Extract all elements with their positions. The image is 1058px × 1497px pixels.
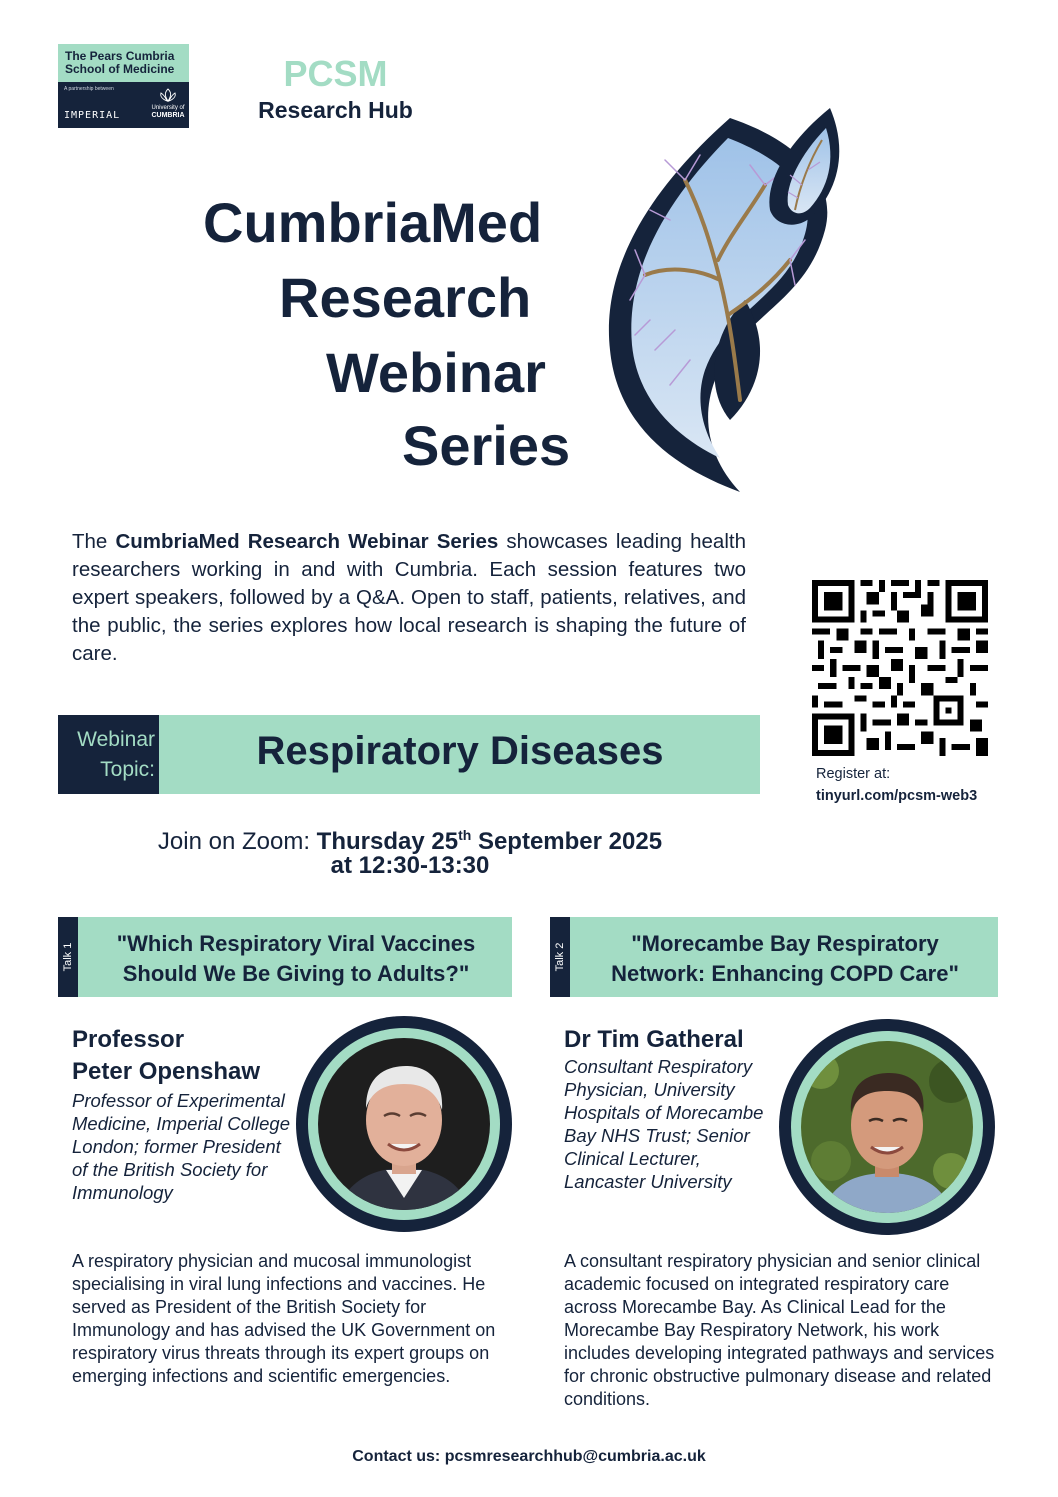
hub-acronym: PCSM (283, 53, 388, 94)
intro-lead: The (72, 530, 116, 553)
logo-university-of: University of (151, 105, 185, 111)
talk1-title-line2: Should We Be Giving to Adults?" (122, 961, 470, 986)
speaker2-role: Consultant Respiratory Physician, University Hospitals of Morecambe Bay NHS Trust; Senior Clinical Lecturer, Lancaster University (564, 1056, 764, 1192)
logo-line2: School of Medicine (65, 62, 175, 76)
title-line-3: Webinar (326, 341, 546, 404)
intro-body: showcases leading health researchers working in and with Cumbria. Each session features two expert speakers, followed by a Q&A. Open to staff, patients, relatives, and the public, the series explores how local research is shaping the future of care. (72, 530, 746, 665)
talk1-title-line1: "Which Respiratory Viral Vaccines (116, 931, 476, 956)
pcsm-logo (58, 44, 189, 128)
topic-title: Respiratory Diseases (256, 729, 664, 773)
logo-school-name (58, 44, 189, 82)
speaker2-name: Dr Tim Gatheral (564, 1026, 744, 1053)
logo-line1: The Pears Cumbria (65, 49, 175, 63)
title-line-1: CumbriaMed (203, 191, 543, 254)
speaker1-portrait-icon (318, 1038, 490, 1210)
talk2-title-line1: "Morecambe Bay Respiratory (631, 931, 939, 956)
register-label: Register at: (816, 766, 891, 782)
logo-imperial: IMPERIAL (64, 110, 121, 121)
title-line-2: Research (279, 266, 532, 329)
talk1-tab-label: Talk 1 (62, 942, 74, 972)
intro-series-name: CumbriaMed Research Webinar Series (115, 530, 499, 553)
logo-cumbria: CUMBRIA (151, 112, 185, 119)
topic-label-line1: Webinar (77, 728, 155, 751)
talk2-title (572, 929, 998, 989)
speaker1-photo (296, 1016, 512, 1232)
talk2-title-line2: Network: Enhancing COPD Care" (611, 961, 959, 986)
zoom-prefix: Join on Zoom: (157, 828, 317, 855)
topic-label (58, 725, 155, 785)
zoom-month-year: September 2025 (471, 828, 663, 855)
hub-name: Research Hub (258, 97, 413, 123)
speaker1-title: Professor (72, 1026, 185, 1053)
contact-email[interactable]: Contact us: pcsmresearchhub@cumbria.ac.uk (352, 1448, 706, 1465)
zoom-time: at 12:30-13:30 (330, 852, 490, 879)
cumbria-crest-icon (157, 88, 179, 102)
speaker1-role: Professor of Experimental Medicine, Imperial College London; former President of the British Society for Immunology (72, 1090, 290, 1203)
talk2-tab (550, 917, 570, 997)
register-link[interactable]: tinyurl.com/pcsm-web3 (816, 788, 978, 804)
topic-label-line2: Topic: (100, 758, 155, 781)
speaker1-fullname: Peter Openshaw (72, 1058, 261, 1085)
speaker2-photo (779, 1019, 995, 1235)
title-line-4: Series (402, 414, 571, 477)
qr-code-icon[interactable] (812, 580, 988, 756)
logo-university-of-cumbria (150, 88, 186, 119)
zoom-day: Thursday 25 (316, 828, 459, 855)
speaker1-bio: A respiratory physician and mucosal immunologist specialising in viral lung infections and vaccines. He served as President of the British Society for Immunology and has advised the UK Government on respiratory virus threats through its expert groups on emerging infections and scientific emergencies. (72, 1251, 496, 1386)
lung-leaf-icon (590, 100, 880, 495)
intro-paragraph (72, 528, 746, 668)
speaker2-bio: A consultant respiratory physician and senior clinical academic focused on integrated respiratory care across Morecambe Bay. As Clinical Lead for the Morecambe Bay Respiratory Network, his work includes developing integrated pathways and services for chronic obstructive pulmonary disease and related conditions. (564, 1251, 995, 1409)
speaker1-name (72, 1024, 260, 1088)
logo-partnership: A partnership between (64, 86, 114, 92)
talk1-title (80, 929, 512, 989)
talk2-tab-label: Talk 2 (554, 942, 566, 972)
zoom-ordinal: th (458, 827, 472, 843)
talk1-tab (58, 917, 78, 997)
speaker2-portrait-icon (801, 1041, 973, 1213)
